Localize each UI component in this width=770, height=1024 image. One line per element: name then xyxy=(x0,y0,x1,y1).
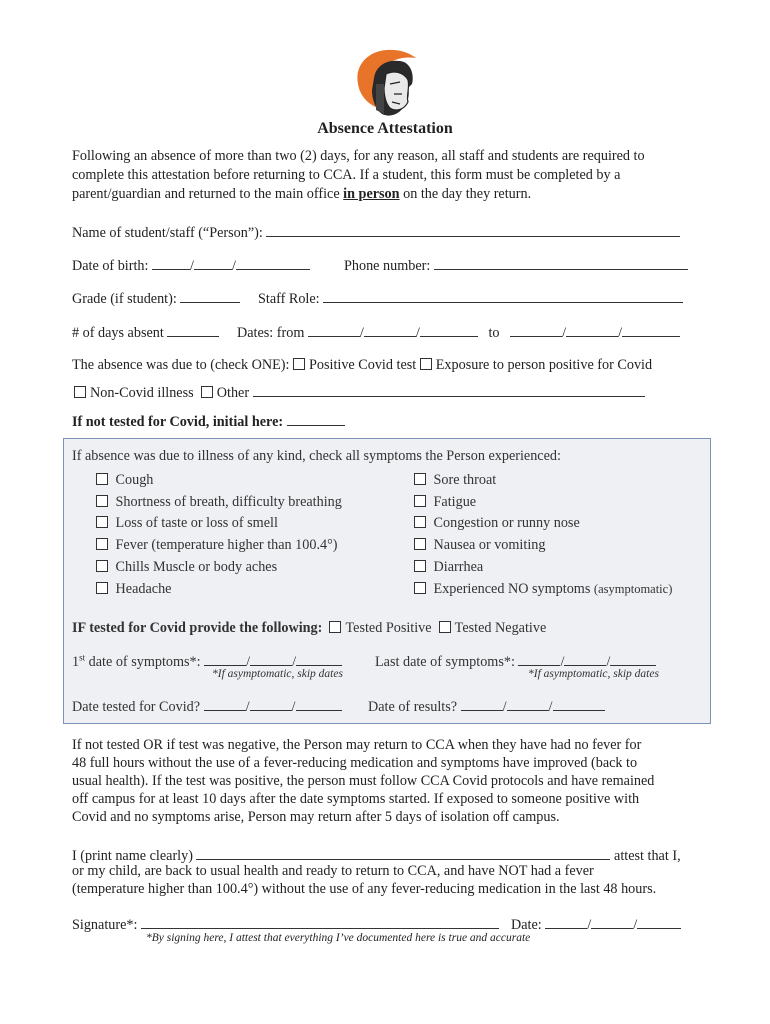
non-covid-checkbox[interactable] xyxy=(74,386,86,398)
symptom-checkbox[interactable] xyxy=(96,516,108,528)
signature-row xyxy=(72,914,499,934)
skip-note-right: *If asymptomatic, skip dates xyxy=(528,668,659,680)
print-name-field[interactable] xyxy=(196,845,610,860)
date-tested-day-field[interactable] xyxy=(250,696,292,711)
symptom-item: Loss of taste or loss of smell xyxy=(96,513,342,535)
tested-label: IF tested for Covid provide the following: xyxy=(72,620,323,636)
symptoms-prompt: If absence was due to illness of any kind, check all symptoms the Person experienced: xyxy=(72,448,561,464)
symptom-item: Nausea or vomiting xyxy=(414,535,672,557)
symptom-checkbox[interactable] xyxy=(414,560,426,572)
dates-row: Dates: from / / to / / xyxy=(237,322,680,342)
reason-label: The absence was due to (check ONE): xyxy=(72,357,290,373)
other-checkbox[interactable] xyxy=(201,386,213,398)
symptom-checkbox[interactable] xyxy=(96,582,108,594)
symptom-checkbox[interactable] xyxy=(96,538,108,550)
page-title: Absence Attestation xyxy=(317,120,453,137)
date-results-label: Date of results? xyxy=(368,699,458,715)
exposure-checkbox[interactable] xyxy=(420,358,432,370)
dates-to-label: to xyxy=(488,325,500,341)
last-date-label: Last date of symptoms*: xyxy=(375,654,515,670)
phone-row xyxy=(344,255,688,275)
signature-date-year-field[interactable] xyxy=(637,914,681,929)
name-row xyxy=(72,222,680,242)
grade-row xyxy=(72,288,240,308)
staff-role-row xyxy=(258,288,683,308)
name-field[interactable] xyxy=(266,222,680,237)
reason-row xyxy=(72,357,652,374)
signature-date-day-field[interactable] xyxy=(591,914,633,929)
tested-row xyxy=(72,620,546,637)
symptom-checkbox[interactable] xyxy=(414,516,426,528)
date-results-month-field[interactable] xyxy=(461,696,503,711)
date-tested-month-field[interactable] xyxy=(204,696,246,711)
other-field[interactable] xyxy=(253,382,645,397)
days-absent-label: # of days absent xyxy=(72,325,164,341)
intro-line-2: complete this attestation before returning to CCA. If a student, this form must be completed by a xyxy=(72,167,621,183)
dob-month-field[interactable] xyxy=(152,255,190,270)
tested-negative-checkbox[interactable] xyxy=(439,621,451,633)
return-policy-line-3: usual health). If the test was positive, the person must follow CCA Covid protocols and have remained xyxy=(72,773,655,789)
to-year-field[interactable] xyxy=(622,322,680,337)
date-tested-row: Date tested for Covid? / / xyxy=(72,696,342,716)
symptom-item: Cough xyxy=(96,470,342,492)
symptom-checkbox[interactable] xyxy=(414,582,426,594)
phone-label: Phone number: xyxy=(344,258,431,274)
symptom-item: Sore throat xyxy=(414,470,672,492)
symptom-item: Fatigue xyxy=(414,492,672,514)
days-absent-row xyxy=(72,322,219,342)
tested-negative-label: Tested Negative xyxy=(454,620,547,636)
last-date-month-field[interactable] xyxy=(518,651,560,666)
dob-row: Date of birth: / / xyxy=(72,255,310,275)
last-date-row: Last date of symptoms*: / / xyxy=(375,651,656,671)
symptom-item: Diarrhea xyxy=(414,557,672,579)
intro-line-3: parent/guardian and returned to the main office in person on the day they return. xyxy=(72,186,532,202)
signature-note: *By signing here, I attest that everything I’ve documented here is true and accurate xyxy=(146,932,531,944)
first-date-year-field[interactable] xyxy=(296,651,342,666)
initial-label: If not tested for Covid, initial here: xyxy=(72,414,284,430)
phone-field[interactable] xyxy=(434,255,688,270)
date-results-year-field[interactable] xyxy=(553,696,605,711)
return-policy-line-5: Covid and no symptoms arise, Person may return after 5 days of isolation off campus. xyxy=(72,809,560,825)
dob-year-field[interactable] xyxy=(236,255,310,270)
tested-positive-checkbox[interactable] xyxy=(329,621,341,633)
symptom-item: Headache xyxy=(96,579,342,601)
symptom-item: Chills Muscle or body aches xyxy=(96,557,342,579)
symptom-item: Fever (temperature higher than 100.4°) xyxy=(96,535,342,557)
signature-field[interactable] xyxy=(141,914,499,929)
dob-label: Date of birth: xyxy=(72,258,149,274)
reason-row-2 xyxy=(74,382,645,402)
in-person-emphasis: in person xyxy=(343,186,400,202)
symptom-checkbox[interactable] xyxy=(96,473,108,485)
date-tested-year-field[interactable] xyxy=(296,696,342,711)
intro-line-1: Following an absence of more than two (2) days, for any reason, all staff and students are required to xyxy=(72,148,645,164)
symptom-checkbox[interactable] xyxy=(414,495,426,507)
other-label: Other xyxy=(216,385,250,401)
positive-covid-label: Positive Covid test xyxy=(309,357,417,373)
staff-role-field[interactable] xyxy=(323,288,683,303)
date-tested-label: Date tested for Covid? xyxy=(72,699,201,715)
to-month-field[interactable] xyxy=(510,322,562,337)
symptom-checkbox[interactable] xyxy=(96,495,108,507)
return-policy-line-2: 48 full hours without the use of a fever-reducing medication and symptoms have improved (back to xyxy=(72,755,638,771)
initial-field[interactable] xyxy=(287,411,345,426)
attest-row-1: I (print name clearly) attest that I, xyxy=(72,845,681,865)
first-date-label: date of symptoms*: xyxy=(85,654,201,670)
return-policy-line-1: If not tested OR if test was negative, the Person may return to CCA when they have had no fever for xyxy=(72,737,642,753)
grade-field[interactable] xyxy=(180,288,240,303)
non-covid-label: Non-Covid illness xyxy=(90,385,194,401)
name-label: Name of student/staff (“Person”): xyxy=(72,225,263,241)
first-date-row: 1st date of symptoms*: / / xyxy=(72,651,342,671)
tested-positive-label: Tested Positive xyxy=(345,620,432,636)
print-name-label: I (print name clearly) xyxy=(72,848,193,864)
days-absent-field[interactable] xyxy=(167,322,219,337)
attest-line-2: or my child, are back to usual health and ready to return to CCA, and have NOT had a fever xyxy=(72,863,594,879)
asymptomatic-note: (asymptomatic) xyxy=(593,581,673,596)
symptoms-right-list xyxy=(414,470,672,600)
date-results-row: Date of results? / / xyxy=(368,696,605,716)
last-date-day-field[interactable] xyxy=(564,651,606,666)
first-date-month-field[interactable] xyxy=(204,651,246,666)
symptoms-left-list xyxy=(96,470,342,600)
signature-date-label: Date: xyxy=(511,917,542,933)
date-results-day-field[interactable] xyxy=(507,696,549,711)
signature-date-row: Date: / / xyxy=(511,914,681,934)
first-date-day-field[interactable] xyxy=(250,651,292,666)
symptom-item: Shortness of breath, difficulty breathing xyxy=(96,492,342,514)
dates-from-label: Dates: from xyxy=(237,325,305,341)
staff-role-label: Staff Role: xyxy=(258,291,320,307)
dob-day-field[interactable] xyxy=(194,255,232,270)
symptom-item: Experienced NO symptoms (asymptomatic) xyxy=(414,579,672,601)
from-month-field[interactable] xyxy=(308,322,360,337)
attest-line-3: (temperature higher than 100.4°) without the use of any fever-reducing medication in the last 48 hours. xyxy=(72,881,657,897)
symptom-item: Congestion or runny nose xyxy=(414,513,672,535)
signature-date-month-field[interactable] xyxy=(545,914,587,929)
initial-row xyxy=(72,411,345,431)
symptom-checkbox[interactable] xyxy=(96,560,108,572)
signature-label: Signature*: xyxy=(72,917,138,933)
spartan-logo xyxy=(350,44,422,122)
exposure-label: Exposure to person positive for Covid xyxy=(435,357,653,373)
from-year-field[interactable] xyxy=(420,322,478,337)
symptom-checkbox[interactable] xyxy=(414,538,426,550)
return-policy-line-4: off campus for at least 10 days after the date symptoms started. If exposed to someone positive with xyxy=(72,791,640,807)
positive-covid-checkbox[interactable] xyxy=(293,358,305,370)
symptom-checkbox[interactable] xyxy=(414,473,426,485)
last-date-year-field[interactable] xyxy=(610,651,656,666)
skip-note-left: *If asymptomatic, skip dates xyxy=(212,668,343,680)
grade-label: Grade (if student): xyxy=(72,291,177,307)
from-day-field[interactable] xyxy=(364,322,416,337)
to-day-field[interactable] xyxy=(566,322,618,337)
